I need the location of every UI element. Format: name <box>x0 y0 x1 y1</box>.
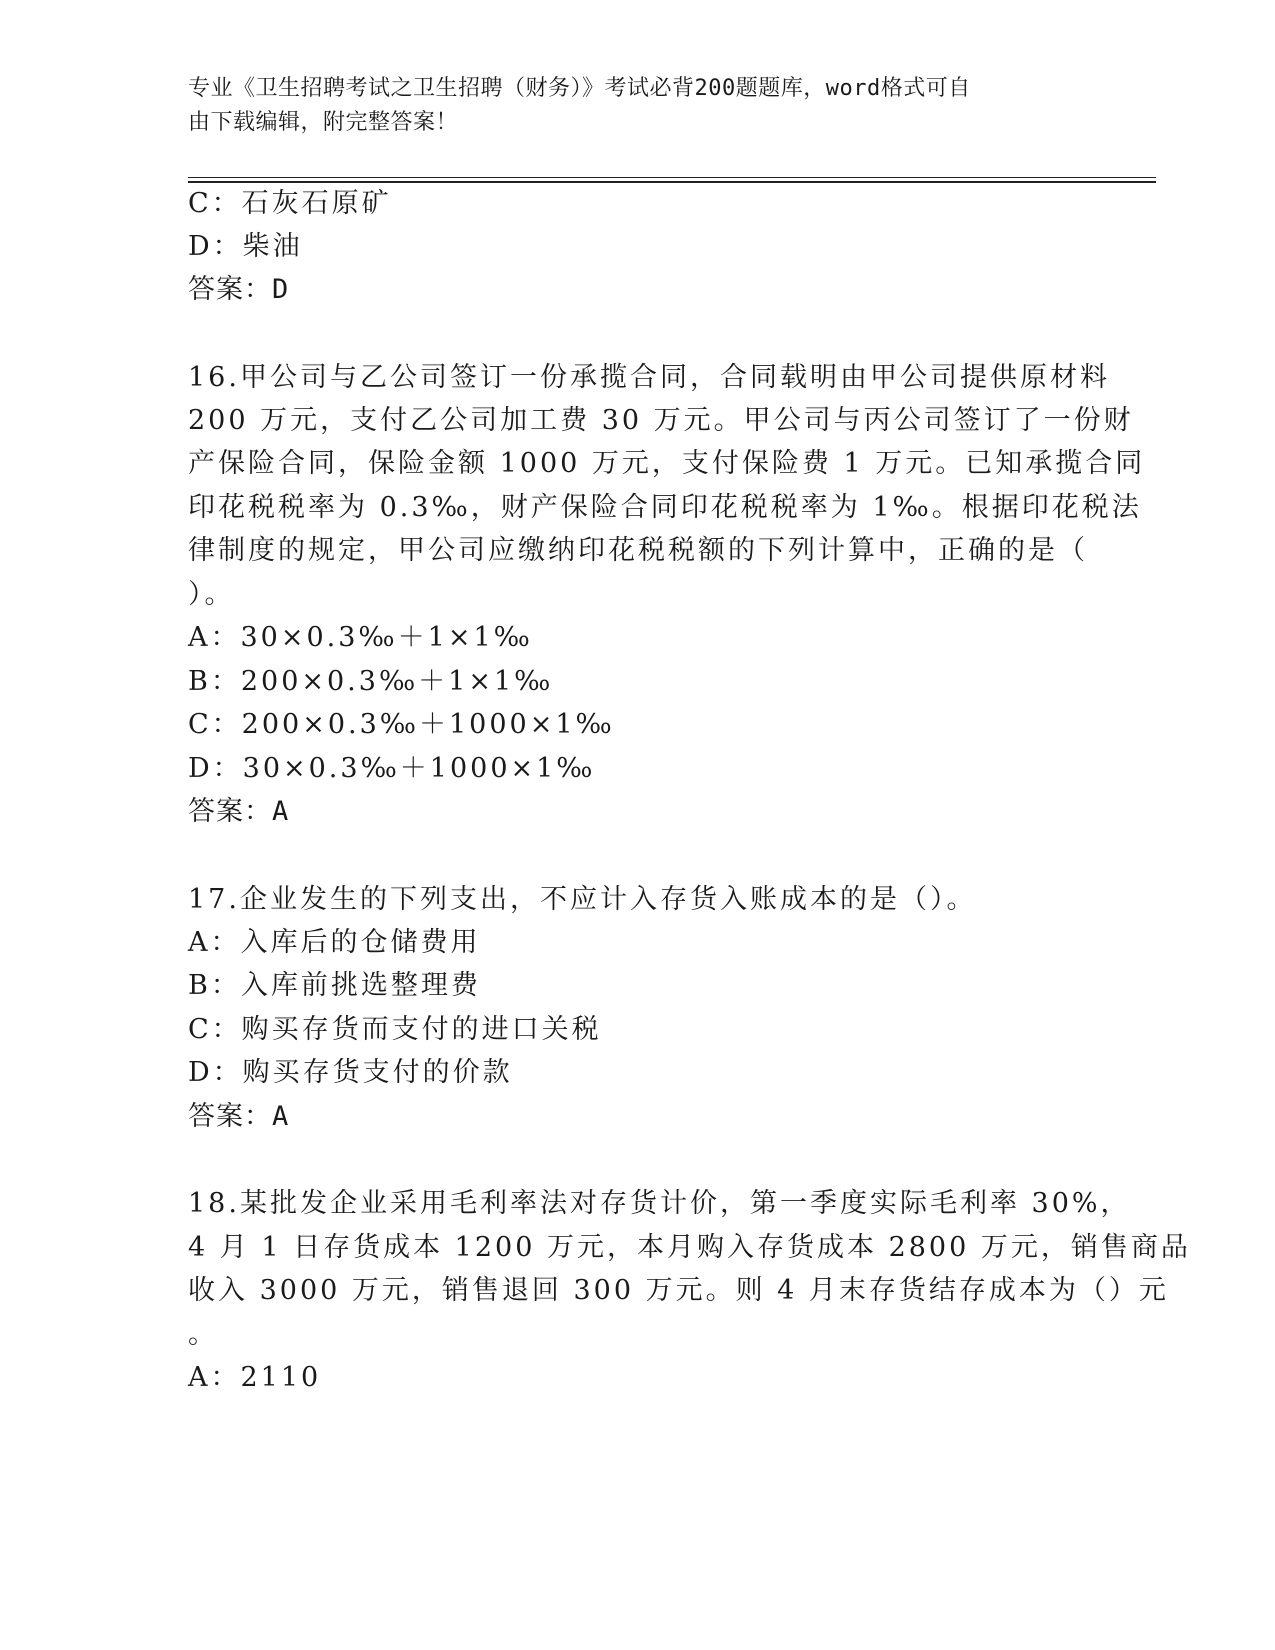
q17-stem: 17.企业发生的下列支出，不应计入存货入账成本的是（）。 <box>188 884 977 915</box>
q17-option-c: C：购买存货而支付的进口关税 <box>188 1014 602 1045</box>
header-line-2: 由下载编辑，附完整答案！ <box>188 110 459 135</box>
q17-option-d: D：购买存货支付的价款 <box>188 1057 513 1088</box>
q16-stem-line-1: 16.甲公司与乙公司签订一份承揽合同，合同载明由甲公司提供原材料 <box>188 362 1110 393</box>
q16-stem-line-2: 200 万元，支付乙公司加工费 30 万元。甲公司与丙公司签订了一份财 <box>188 405 1134 436</box>
prev-answer: 答案：D <box>188 274 290 305</box>
document-header <box>188 72 1088 140</box>
q16-stem-line-5: 律制度的规定，甲公司应缴纳印花税税额的下列计算中，正确的是（ <box>188 535 1088 566</box>
header-divider-thin <box>188 177 1156 178</box>
q16-stem-line-3: 产保险合同，保险金额 1000 万元，支付保险费 1 万元。已知承揽合同 <box>188 448 1146 479</box>
prev-option-c: C：石灰石原矿 <box>188 188 392 219</box>
q18-stem-line-2: 4 月 1 日存货成本 1200 万元，本月购入存货成本 2800 万元，销售商品 <box>188 1232 1191 1263</box>
q17-option-b: B：入库前挑选整理费 <box>188 970 481 1001</box>
q18-stem-line-3: 收入 3000 万元，销售退回 300 万元。则 4 月末存货结存成本为（）元 <box>188 1275 1169 1306</box>
q16-stem-line-4: 印花税税率为 0.3‰，财产保险合同印花税税率为 1‰。根据印花税法 <box>188 492 1142 523</box>
q16-option-a: A：30×0.3‰＋1×1‰ <box>188 622 533 653</box>
q17-answer: 答案：A <box>188 1101 290 1132</box>
q16-option-c: C：200×0.3‰＋1000×1‰ <box>188 709 615 740</box>
q18-stem-line-4: 。 <box>188 1319 218 1350</box>
q16-answer: 答案：A <box>188 796 290 827</box>
q16-option-b: B：200×0.3‰＋1×1‰ <box>188 666 554 697</box>
q18-option-a: A：2110 <box>188 1362 322 1393</box>
q16-stem-line-6: ）。 <box>188 579 235 610</box>
header-divider-thick <box>188 181 1156 183</box>
q17-option-a: A：入库后的仓储费用 <box>188 927 481 958</box>
q18-stem-line-1: 18.某批发企业采用毛利率法对存货计价，第一季度实际毛利率 30%， <box>188 1188 1131 1219</box>
prev-option-d: D：柴油 <box>188 231 303 262</box>
header-line-1: 专业《卫生招聘考试之卫生招聘（财务）》考试必背200题题库，word格式可自 <box>188 76 971 101</box>
q16-option-d: D：30×0.3‰＋1000×1‰ <box>188 753 596 784</box>
